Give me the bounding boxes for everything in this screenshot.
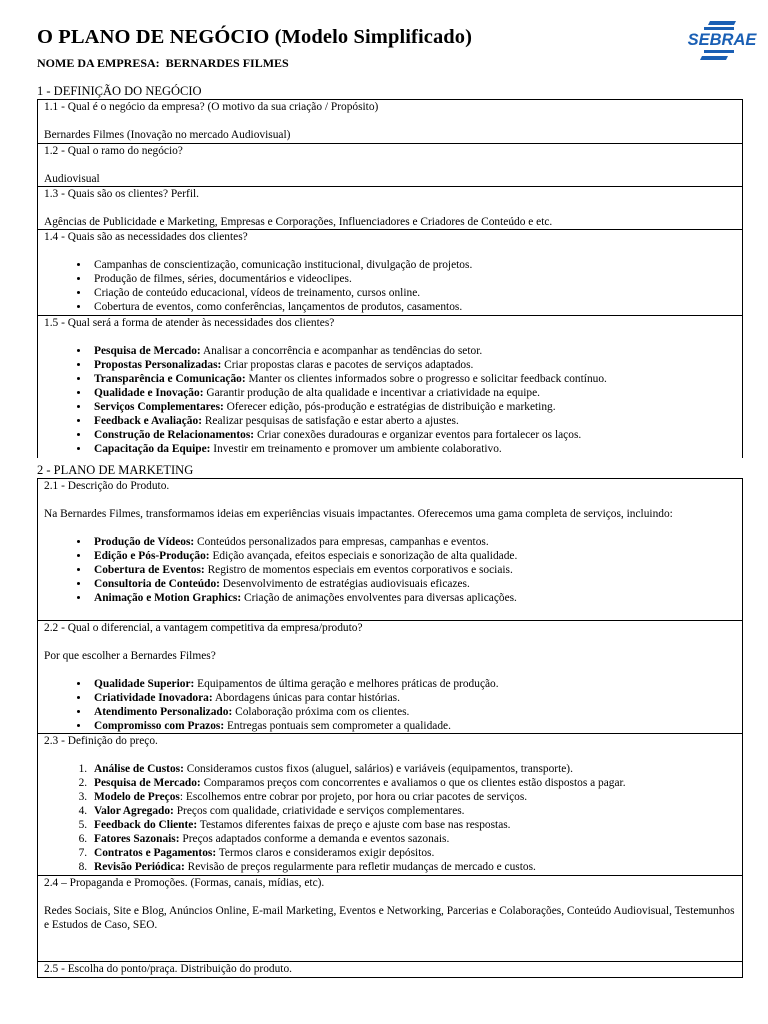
list-item — [90, 372, 736, 386]
item-term: Construção de Relacionamentos: — [94, 429, 255, 441]
list-item: • Produção de filmes, séries, documentários e videoclipes. — [90, 272, 736, 286]
item-text: : Escolhemos entre cobrar por projeto, por hora ou criar pacotes de serviços. — [179, 791, 528, 803]
q14-question: 1.4 - Quais são as necessidades dos clientes? — [44, 231, 248, 243]
list-item — [90, 762, 736, 776]
q21-list — [44, 535, 736, 605]
item-text: Conteúdos personalizados para empresas, campanhas e eventos. — [194, 536, 489, 548]
q23-list — [44, 762, 736, 874]
item-text: Registro de momentos especiais em eventos corporativos e sociais. — [204, 564, 513, 576]
item-term: Edição e Pós-Produção: — [94, 550, 210, 562]
item-text: Manter os clientes informados sobre o progresso e solicitar feedback contínuo. — [245, 373, 607, 385]
q22-question: 2.2 - Qual o diferencial, a vantagem competitiva da empresa/produto? — [44, 622, 363, 634]
item-text: Consideramos custos fixos (aluguel, salários) e variáveis (equipamentos, transporte). — [183, 763, 573, 775]
item-text: Preços adaptados conforme a demanda e eventos sazonais. — [179, 833, 450, 845]
list-item — [90, 414, 736, 428]
item-text: Abordagens únicas para contar histórias. — [212, 692, 400, 704]
q11-question: 1.1 - Qual é o negócio da empresa? (O motivo da sua criação / Propósito) — [44, 101, 379, 113]
list-item — [90, 705, 736, 719]
q13-question: 1.3 - Quais são os clientes? Perfil. — [44, 188, 200, 200]
item-term: Atendimento Personalizado: — [94, 706, 233, 718]
item-term: Capacitação da Equipe: — [94, 443, 211, 455]
list-item — [90, 677, 736, 691]
item-term: Animação e Motion Graphics: — [94, 592, 242, 604]
q22-intro: Por que escolher a Bernardes Filmes? — [44, 650, 216, 662]
item-text: Equipamentos de última geração e melhores práticas de produção. — [194, 678, 499, 690]
list-item: • Criação de conteúdo educacional, vídeos de treinamento, cursos online. — [90, 286, 736, 300]
item-term: Qualidade Superior: — [94, 678, 195, 690]
section-1-title: 1 - DEFINIÇÃO DO NEGÓCIO — [37, 84, 202, 98]
section-2-title: 2 - PLANO DE MARKETING — [37, 463, 194, 477]
item-text: Termos claros e consideramos exigir depósitos. — [216, 847, 435, 859]
company-name: BERNARDES FILMES — [165, 56, 289, 70]
item-term: Produção de Vídeos: — [94, 536, 195, 548]
list-item — [90, 442, 736, 456]
item-text: Analisar a concorrência e acompanhar as tendências do setor. — [200, 345, 483, 357]
list-item — [90, 549, 736, 563]
item-term: Criatividade Inovadora: — [94, 692, 213, 704]
list-item — [90, 832, 736, 846]
q15-cell — [38, 316, 742, 458]
q14-list — [44, 258, 736, 314]
item-text: Desenvolvimento de estratégias audiovisuais eficazes. — [219, 578, 470, 590]
q11-answer: Bernardes Filmes (Inovação no mercado Audiovisual) — [44, 129, 291, 141]
list-item — [90, 818, 736, 832]
item-term: Pesquisa de Mercado: — [94, 345, 201, 357]
q25-question: 2.5 - Escolha do ponto/praça. Distribuição do produto. — [44, 963, 293, 975]
q14-cell — [38, 230, 742, 316]
list-item — [90, 591, 736, 605]
item-term: Fatores Sazonais: — [94, 833, 180, 845]
item-text: Criar conexões duradouras e organizar eventos para fortalecer os laços. — [254, 429, 582, 441]
item-term: Pesquisa de Mercado: — [94, 777, 201, 789]
item-term: Revisão Periódica: — [94, 861, 185, 873]
item-term: Cobertura de Eventos: — [94, 564, 205, 576]
item-text: Testamos diferentes faixas de preço e ajuste com base nas respostas. — [197, 819, 511, 831]
list-item — [90, 577, 736, 591]
item-term: Transparência e Comunicação: — [94, 373, 246, 385]
item-text: Oferecer edição, pós-produção e estratégias de distribuição e marketing. — [223, 401, 556, 413]
sebrae-logo — [686, 18, 758, 60]
item-text: Investir em treinamento e promover um ambiente colaborativo. — [210, 443, 502, 455]
item-term: Feedback do Cliente: — [94, 819, 198, 831]
list-item — [90, 776, 736, 790]
list-item: • Campanhas de conscientização, comunicação institucional, divulgação de projetos. — [90, 258, 736, 272]
q22-cell — [38, 621, 742, 734]
list-item — [90, 428, 736, 442]
q25-cell — [38, 962, 742, 977]
item-term: Compromisso com Prazos: — [94, 720, 225, 732]
item-text: Criação de animações envolventes para diversas aplicações. — [241, 592, 517, 604]
q11-cell — [38, 100, 742, 144]
q24-question: 2.4 – Propaganda e Promoções. (Formas, canais, mídias, etc). — [44, 877, 325, 889]
item-term: Serviços Complementares: — [94, 401, 224, 413]
company-name-line — [37, 56, 289, 71]
q21-cell — [38, 479, 742, 621]
item-term: Modelo de Preços — [94, 791, 180, 803]
list-item — [90, 846, 736, 860]
list-item — [90, 790, 736, 804]
list-item — [90, 386, 736, 400]
q12-question: 1.2 - Qual o ramo do negócio? — [44, 145, 183, 157]
item-term: Consultoria de Conteúdo: — [94, 578, 220, 590]
item-text: Garantir produção de alta qualidade e incentivar a criatividade na equipe. — [203, 387, 540, 399]
q12-cell — [38, 144, 742, 187]
list-item — [90, 358, 736, 372]
list-item: • Cobertura de eventos, como conferências, lançamentos de produtos, casamentos. — [90, 300, 736, 314]
list-item — [90, 400, 736, 414]
item-text: Revisão de preços regularmente para refletir mudanças de mercado e custos. — [184, 861, 536, 873]
item-term: Contratos e Pagamentos: — [94, 847, 217, 859]
document-title: O PLANO DE NEGÓCIO (Modelo Simplificado) — [37, 26, 473, 48]
section-1-table — [37, 99, 743, 458]
list-item — [90, 344, 736, 358]
list-item — [90, 563, 736, 577]
company-label: NOME DA EMPRESA: — [37, 56, 160, 70]
list-item — [90, 719, 736, 733]
q13-cell — [38, 187, 742, 230]
item-text: Comparamos preços com concorrentes e avaliamos o que os clientes estão dispostos a pagar. — [200, 777, 626, 789]
item-term: Propostas Personalizadas: — [94, 359, 222, 371]
item-text: Colaboração próxima com os clientes. — [232, 706, 410, 718]
svg-text:SEBRAE: SEBRAE — [687, 31, 757, 49]
item-text: Realizar pesquisas de satisfação e estar aberto a ajustes. — [201, 415, 459, 427]
q13-answer: Agências de Publicidade e Marketing, Empresas e Corporações, Influenciadores e Criadores de Conteúdo e etc. — [44, 216, 553, 228]
q22-list — [44, 677, 736, 733]
q23-cell — [38, 734, 742, 876]
q21-intro: Na Bernardes Filmes, transformamos ideias em experiências visuais impactantes. Oferecemos uma gama completa de serviços, incluindo: — [44, 508, 673, 520]
list-item — [90, 804, 736, 818]
q12-answer: Audiovisual — [44, 173, 100, 185]
item-term: Qualidade e Inovação: — [94, 387, 204, 399]
item-term: Valor Agregado: — [94, 805, 174, 817]
q24-cell — [38, 876, 742, 962]
item-text: Edição avançada, efeitos especiais e sonorização de alta qualidade. — [209, 550, 518, 562]
q21-question: 2.1 - Descrição do Produto. — [44, 480, 170, 492]
q15-question: 1.5 - Qual será a forma de atender às necessidades dos clientes? — [44, 317, 335, 329]
item-text: Entregas pontuais sem comprometer a qualidade. — [224, 720, 451, 732]
item-term: Feedback e Avaliação: — [94, 415, 202, 427]
section-2-table — [37, 478, 743, 978]
item-text: Criar propostas claras e pacotes de serviços adaptados. — [221, 359, 474, 371]
q15-list — [44, 344, 736, 456]
q23-question: 2.3 - Definição do preço. — [44, 735, 158, 747]
item-term: Análise de Custos: — [94, 763, 184, 775]
list-item — [90, 691, 736, 705]
q24-answer: Redes Sociais, Site e Blog, Anúncios Online, E-mail Marketing, Eventos e Networking, Parcerias e Colaborações, Conteúdo Audiovisual, Testemunhos e Estudos de Caso, SEO. — [44, 905, 735, 931]
item-text: Preços com qualidade, criatividade e serviços complementares. — [173, 805, 465, 817]
list-item — [90, 535, 736, 549]
list-item — [90, 860, 736, 874]
